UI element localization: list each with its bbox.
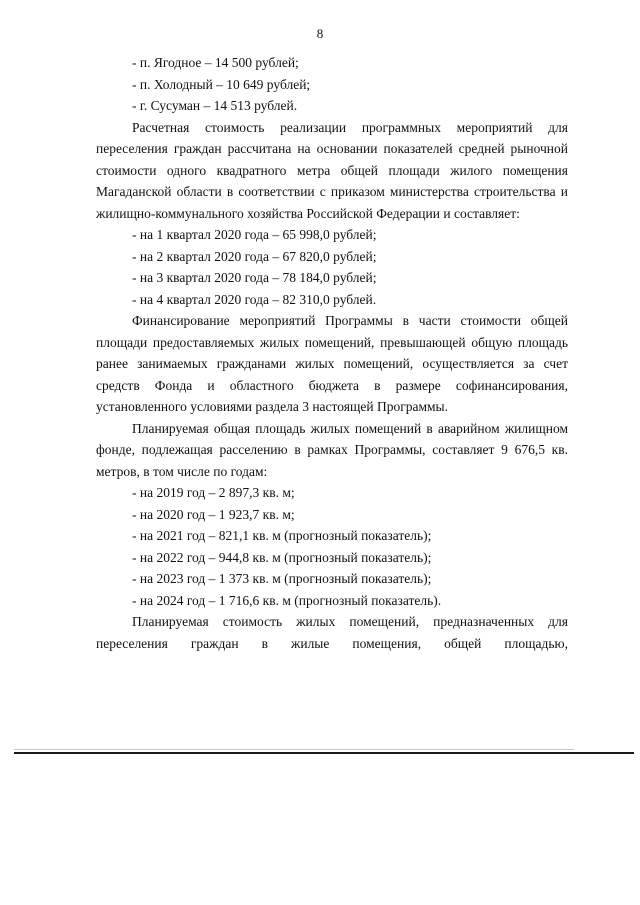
page-number: 8 [316, 26, 324, 41]
list-item: - п. Ягодное – 14 500 рублей; [132, 55, 299, 70]
list-item: - на 2019 год – 2 897,3 кв. м; [132, 485, 295, 500]
paragraph-cost-calculation: Расчетная стоимость реализации программных мероприятий для переселения граждан рассчитана на основании показателей средней рыночной стоимости одного квадратного метра общей площади жилого помещения Магаданской области в соответствии с приказом министерства строительства и жилищно-коммунального хозяйства Российской Федерации и составляет: [96, 119, 568, 221]
list-item: - на 1 квартал 2020 года – 65 998,0 рублей; [132, 227, 377, 242]
list-item: - на 2023 год – 1 373 кв. м (прогнозный показатель); [132, 571, 432, 586]
list-item: - на 4 квартал 2020 года – 82 310,0 рублей. [132, 291, 377, 307]
list-item: - на 3 квартал 2020 года – 78 184,0 рублей; [132, 270, 377, 285]
document-body [96, 52, 568, 654]
paragraph-planned-area: Планируемая общая площадь жилых помещений в аварийном жилищном фонде, подлежащая расселению в рамках Программы, составляет 9 676,5 кв. метров, в том числе по годам: [96, 420, 568, 479]
page-bottom-rule [14, 752, 634, 754]
list-item: - на 2024 год – 1 716,6 кв. м (прогнозный показатель). [132, 592, 442, 608]
paragraph-planned-cost: Планируемая стоимость жилых помещений, предназначенных для переселения граждан в жилые помещения, общей площадью, [96, 614, 568, 651]
list-item: - п. Холодный – 10 649 рублей; [132, 76, 311, 92]
list-item: - на 2021 год – 821,1 кв. м (прогнозный показатель); [132, 528, 432, 543]
scan-edge-line [14, 749, 574, 750]
list-item: - г. Сусуман – 14 513 рублей. [132, 98, 298, 113]
paragraph-financing: Финансирование мероприятий Программы в части стоимости общей площади предоставляемых жилых помещений, превышающей общую площадь ранее занимаемых гражданами жилых помещений, осуществляется за счет средств Фонда и областного бюджета в размере софинансирования, установленного условиями раздела 3 настоящей Программы. [96, 313, 568, 414]
list-item: - на 2020 год – 1 923,7 кв. м; [132, 506, 295, 522]
list-item: - на 2022 год – 944,8 кв. м (прогнозный показатель); [132, 549, 432, 565]
list-item: - на 2 квартал 2020 года – 67 820,0 рублей; [132, 248, 377, 264]
